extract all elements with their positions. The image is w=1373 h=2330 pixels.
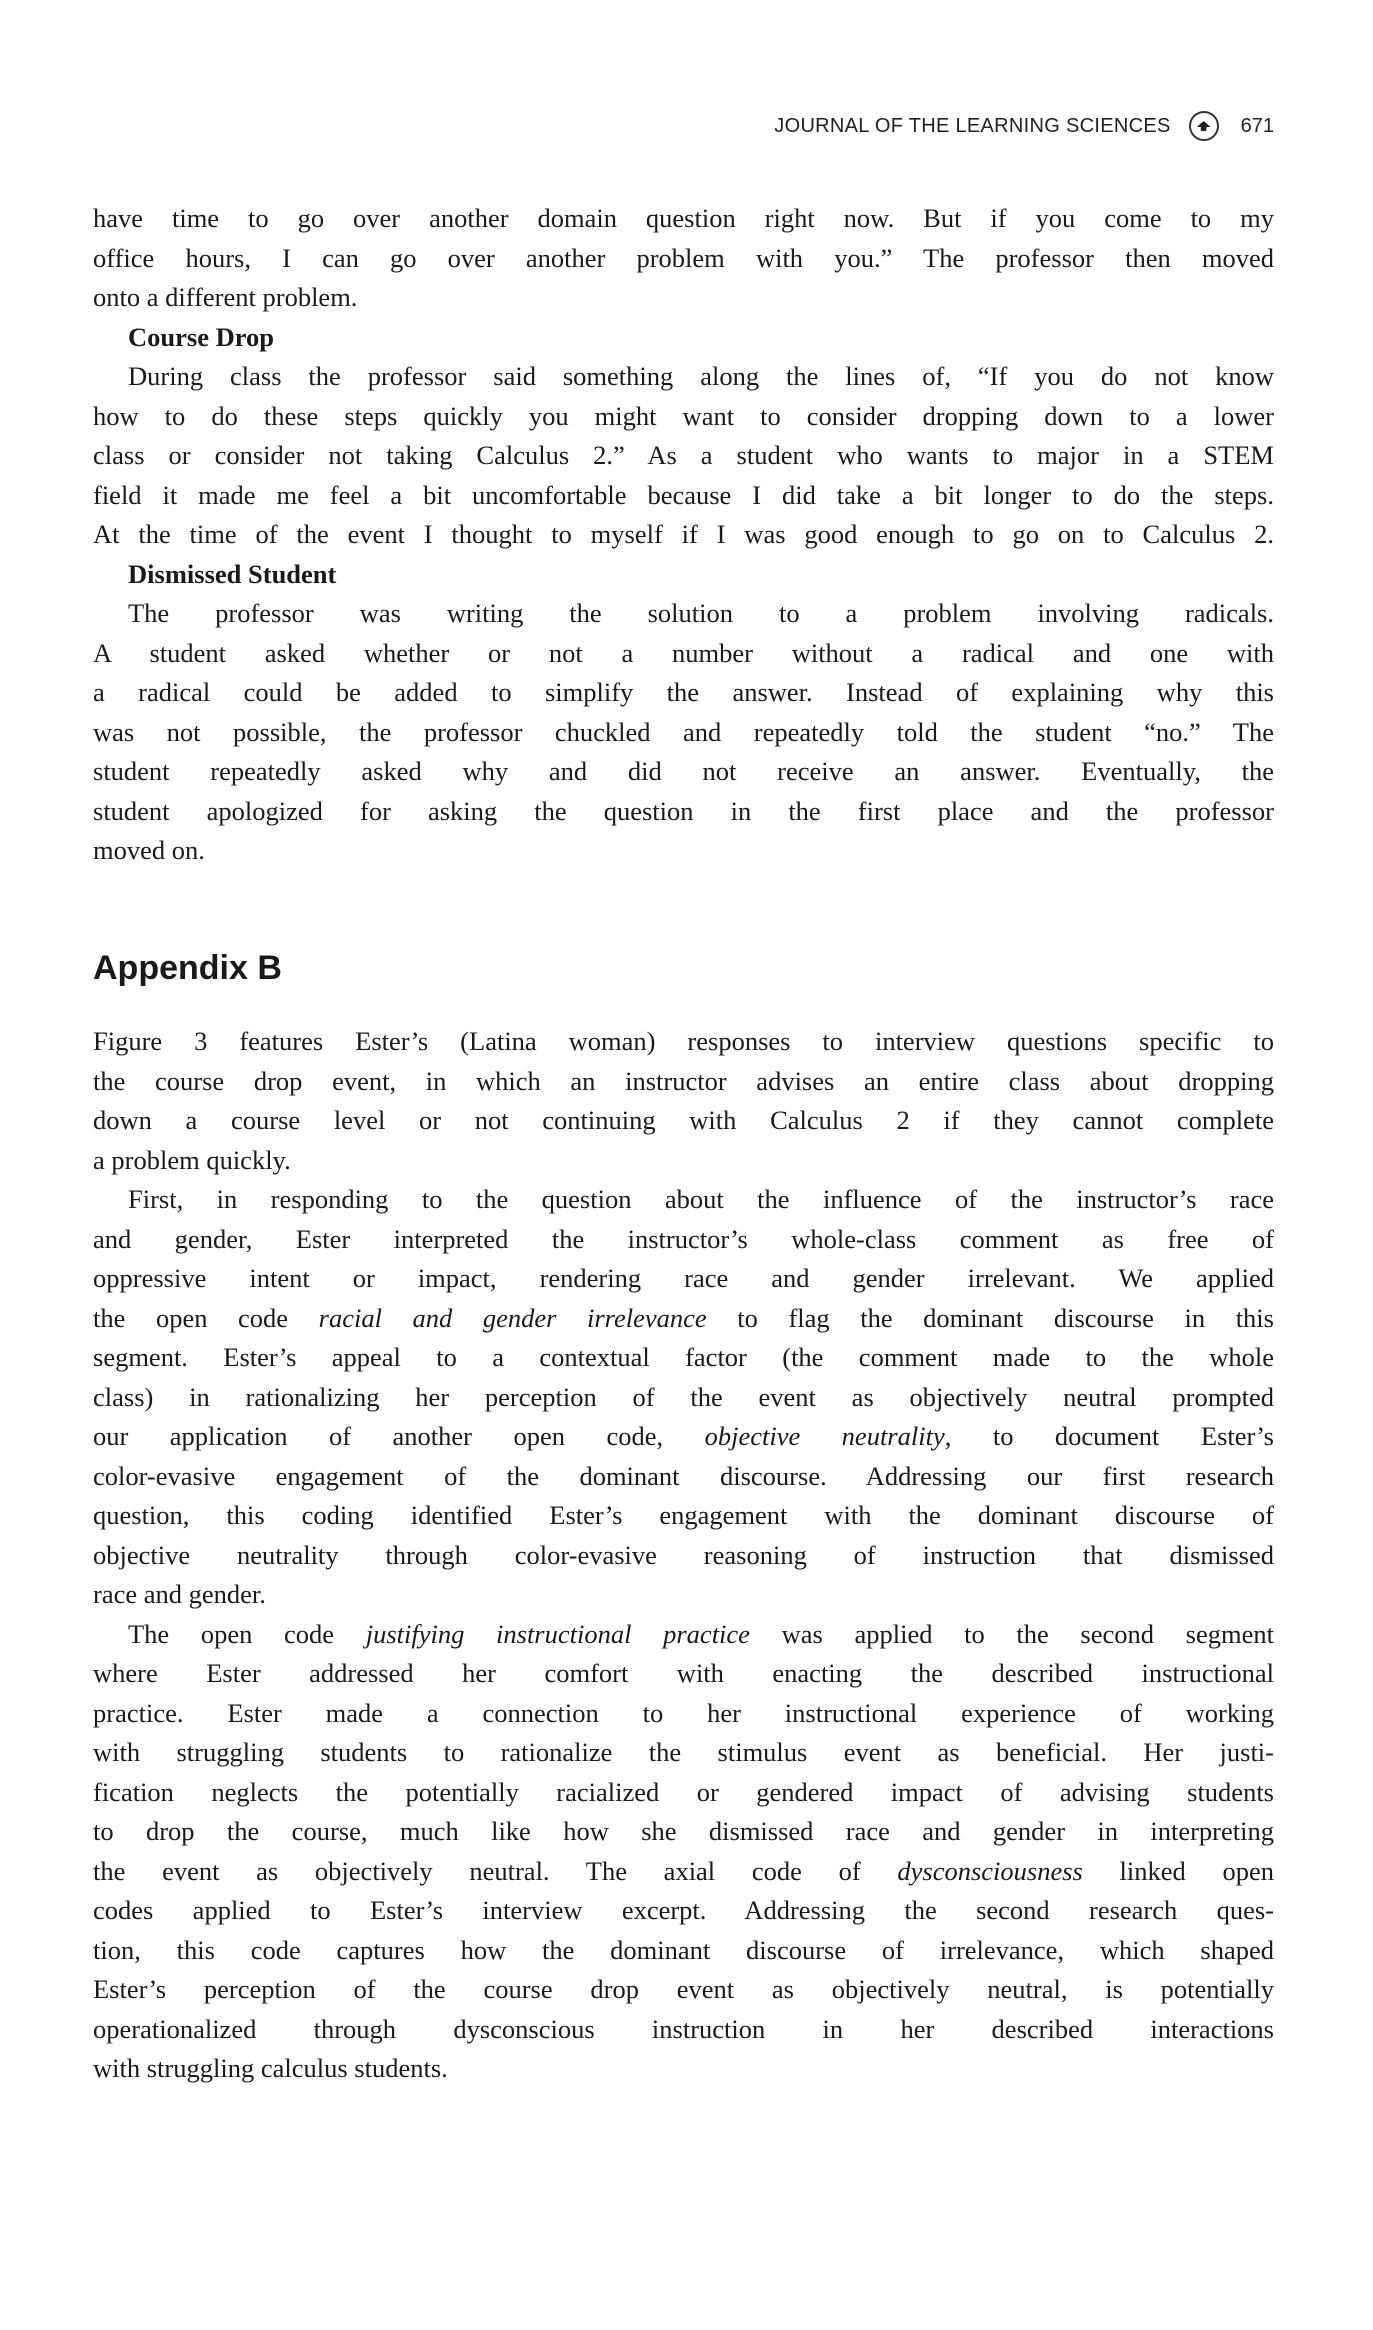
text-line: question, this coding identified Ester’s engagement with the dominant discourse of xyxy=(93,1500,1274,1530)
text-segment: the open code xyxy=(93,1302,319,1333)
section-appendix-b-body xyxy=(93,1022,1274,2089)
subsection-heading: Course Drop xyxy=(128,321,274,352)
section-appendix-a-continued xyxy=(93,199,1274,871)
text-line: race and gender. xyxy=(93,1579,266,1609)
text-line: onto a different problem. xyxy=(93,282,358,312)
text-line: objective neutrality through color-evasive reasoning of instruction that dismissed xyxy=(93,1539,1274,1570)
text-line: class) in rationalizing her perception of the event as objectively neutral prompted xyxy=(93,1381,1274,1412)
text-line: fication neglects the potentially racialized or gendered impact of advising students xyxy=(93,1776,1274,1807)
page-number: 671 xyxy=(1240,114,1274,137)
text-line: office hours, I can go over another problem with you.” The professor then moved xyxy=(93,242,1274,273)
text-line: During class the professor said something along the lines of, “If you do not know xyxy=(128,361,1274,391)
text-line: First, in responding to the question about the influence of the instructor’s race xyxy=(128,1184,1274,1214)
text-line: student repeatedly asked why and did not receive an answer. Eventually, the xyxy=(93,756,1274,786)
text-segment: the event as objectively neutral. The axial code of xyxy=(93,1855,898,1886)
text-line: and gender, Ester interpreted the instructor’s whole-class comment as free of xyxy=(93,1223,1274,1254)
text-line: with struggling calculus students. xyxy=(93,2053,448,2083)
text-line: the course drop event, in which an instructor advises an entire class about dropping xyxy=(93,1065,1274,1096)
text-line: a radical could be added to simplify the answer. Instead of explaining why this xyxy=(93,677,1274,707)
text-line: At the time of the event I thought to myself if I was good enough to go on to Calculus 2. xyxy=(93,519,1274,549)
text-line: where Ester addressed her comfort with enacting the described instructional xyxy=(93,1658,1274,1688)
italic-term: objective neutrality xyxy=(704,1421,945,1451)
text-line: The professor was writing the solution to a problem involving radicals. xyxy=(128,598,1274,628)
appendix-b-heading: Appendix B xyxy=(93,949,282,987)
text-segment: our application of another open code, xyxy=(93,1421,705,1451)
text-line: segment. Ester’s appeal to a contextual factor (the comment made to the whole xyxy=(93,1342,1274,1372)
text-line xyxy=(93,1615,1274,1655)
text-line: practice. Ester made a connection to her instructional experience of working xyxy=(93,1697,1274,1728)
text-segment: linked open xyxy=(1082,1855,1275,1886)
text-line: how to do these steps quickly you might want to consider dropping down to a lower xyxy=(93,400,1274,431)
italic-term: dysconsciousness xyxy=(897,1855,1083,1886)
text-line: with struggling students to rationalize the stimulus event as beneficial. Her justi- xyxy=(93,1737,1274,1767)
text-line: tion, this code captures how the dominant discourse of irrelevance, which shaped xyxy=(93,1934,1274,1965)
text-line xyxy=(93,1299,1274,1339)
text-line: to drop the course, much like how she dismissed race and gender in interpreting xyxy=(93,1816,1274,1846)
text-line: color-evasive engagement of the dominant discourse. Addressing our first research xyxy=(93,1460,1274,1491)
journal-title: JOURNAL OF THE LEARNING SCIENCES xyxy=(774,114,1171,137)
text-line: codes applied to Ester’s interview excerpt. Addressing the second research ques- xyxy=(93,1895,1274,1925)
text-line: class or consider not taking Calculus 2.” As a student who wants to major in a STEM xyxy=(93,440,1274,470)
subsection-heading: Dismissed Student xyxy=(128,558,337,589)
publisher-logo-icon xyxy=(1189,111,1219,141)
italic-term: racial and gender irrelevance xyxy=(318,1302,707,1333)
text-line: moved on. xyxy=(93,835,205,865)
text-line: operationalized through dysconscious instruction in her described interactions xyxy=(93,2013,1274,2044)
text-line: was not possible, the professor chuckled and repeatedly told the student “no.” The xyxy=(93,716,1274,747)
italic-term: justifying instructional practice xyxy=(365,1618,750,1649)
text-line: A student asked whether or not a number without a radical and one with xyxy=(93,637,1274,668)
text-segment: The open code xyxy=(128,1618,366,1649)
text-line: Ester’s perception of the course drop event as objectively neutral, is potentially xyxy=(93,1974,1274,2004)
text-line: field it made me feel a bit uncomfortable because I did take a bit longer to do the steps. xyxy=(93,479,1274,510)
text-line xyxy=(93,1417,1274,1457)
text-line: a problem quickly. xyxy=(93,1144,291,1175)
text-line: have time to go over another domain question right now. But if you come to my xyxy=(93,203,1274,233)
running-header xyxy=(774,108,1274,144)
text-segment: was applied to the second segment xyxy=(749,1618,1274,1649)
text-segment: to flag the dominant discourse in this xyxy=(706,1302,1274,1333)
text-line: student apologized for asking the question in the first place and the professor xyxy=(93,795,1274,826)
text-segment: , to document Ester’s xyxy=(944,1421,1274,1451)
text-line: oppressive intent or impact, rendering race and gender irrelevant. We applied xyxy=(93,1263,1274,1293)
text-line: Figure 3 features Ester’s (Latina woman) responses to interview questions specific to xyxy=(93,1026,1274,1056)
text-line: down a course level or not continuing with Calculus 2 if they cannot complete xyxy=(93,1105,1274,1135)
text-line xyxy=(93,1852,1274,1892)
